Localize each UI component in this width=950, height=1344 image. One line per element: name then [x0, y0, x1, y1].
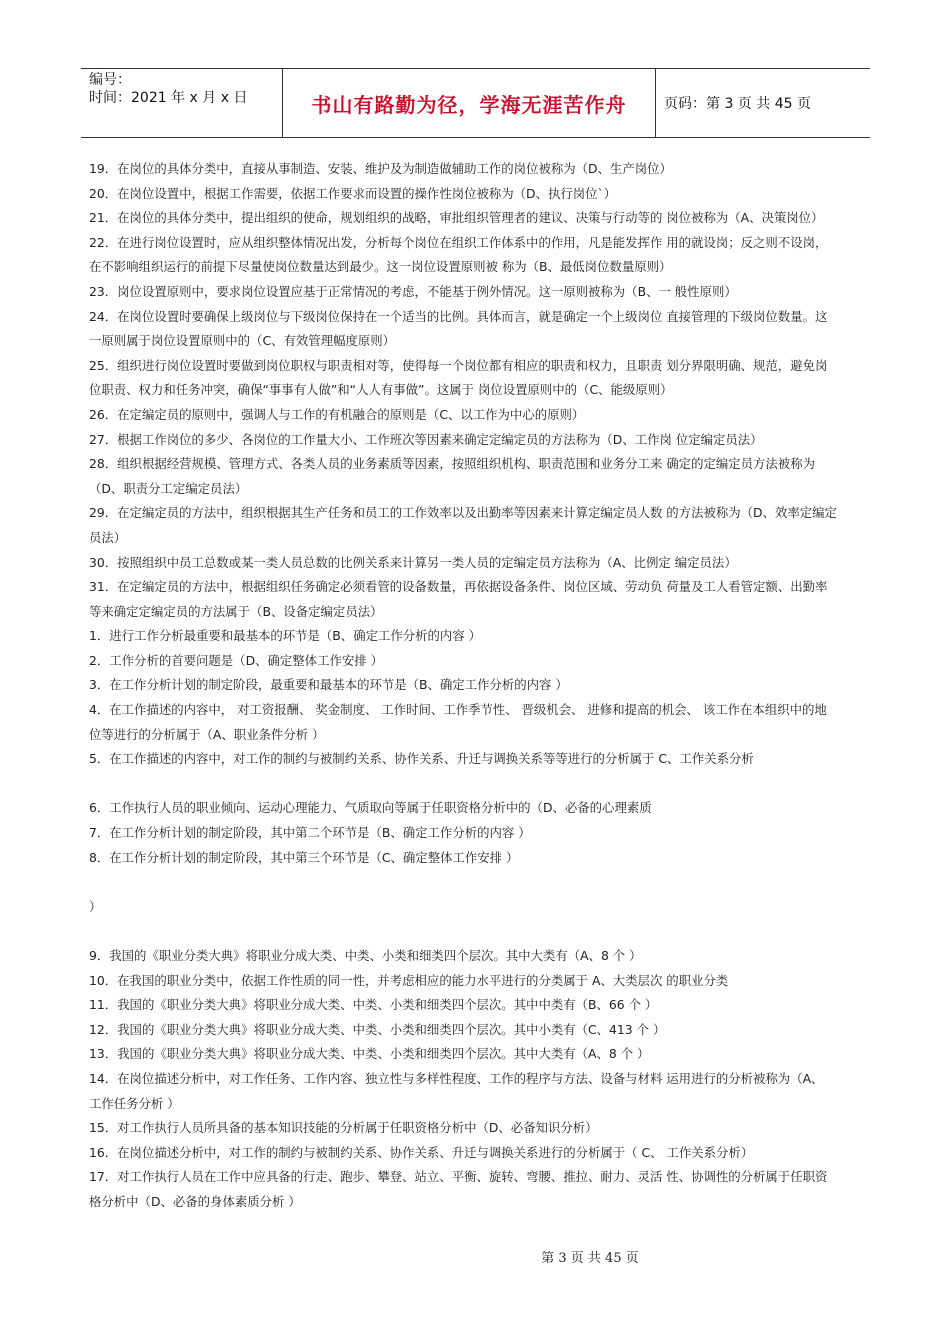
text-line: 工作任务分析 ） [89, 1095, 180, 1111]
text-line: 一原则属于岗位设置原则中的（C、有效管理幅度原则） [89, 333, 396, 349]
blank-line [89, 772, 862, 797]
text-line: 位职责、权力和任务冲突，确保“事事有人做”和“人人有事做”。这属于 岗位设置原则中的（C、能级原则） [89, 382, 673, 398]
header-table [81, 68, 870, 138]
header-motto: 书山有路勤为径，学海无涯苦作舟 [283, 69, 656, 137]
document-body [89, 157, 862, 1215]
number-label: 编号： [89, 72, 131, 88]
text-line: 位等进行的分析属于（A、职业条件分析 ） [89, 726, 325, 742]
text-line: 等来确定定编定员的方法属于（B、设备定编定员法） [89, 603, 383, 619]
text-line: 22．在进行岗位设置时，应从组织整体情况出发，分析每个岗位在组织工作体系中的作用，凡是能发挥作 用的就设岗；反之则不设岗， [89, 234, 828, 250]
text-line: 8．在工作分析计划的制定阶段，其中第三个环节是（C、确定整体工作安排 ） [89, 849, 519, 865]
text-line: 26．在定编定员的原则中，强调人与工作的有机融合的原则是（C、以工作为中心的原则） [89, 406, 585, 422]
text-line: 25．组织进行岗位设置时要做到岗位职权与职责相对等，使得每一个岗位都有相应的职责和权力，且职责 划分界限明确、规范，避免岗 [89, 357, 828, 373]
text-line: 24．在岗位设置时要确保上级岗位与下级岗位保持在一个适当的比例。具体而言，就是确定一个上级岗位 直接管理的下级岗位数量。这 [89, 308, 828, 324]
text-line: 9．我国的《职业分类大典》将职业分成大类、中类、小类和细类四个层次。其中大类有（A、8 个 ） [89, 948, 642, 963]
text-line: 31．在定编定员的方法中，根据组织任务确定必须看管的设备数量，再依据设备条件、岗位区域、劳动负 荷量及工人看管定额、出勤率 [89, 579, 828, 595]
page-footer [0, 1247, 950, 1266]
header-meta [81, 69, 283, 137]
text-line: 2．工作分析的首要问题是（D、确定整体工作安排 ） [89, 652, 383, 668]
text-line: 6．工作执行人员的职业倾向、运动心理能力、气质取向等属于任职资格分析中的（D、必备的心理素质 [89, 800, 652, 816]
header-page-info: 页码：第 3 页 共 45 页 [664, 96, 811, 112]
text-line: 3．在工作分析计划的制定阶段，最重要和最基本的环节是（B、确定工作分析的内容 ） [89, 677, 568, 693]
text-line: （D、职责分工定编定员法） [89, 480, 248, 496]
text-line: 格分析中（D、必备的身体素质分析 ） [89, 1193, 301, 1209]
text-line: 28．组织根据经营规模、管理方式、各类人员的业务素质等因素，按照组织机构、职责范围和业务分工来 确定的定编定员方法被称为 [89, 456, 815, 472]
text-line: 19．在岗位的具体分类中，直接从事制造、安装、维护及为制造做辅助工作的岗位被称为（D、生产岗位） [89, 161, 672, 176]
text-line: 11．我国的《职业分类大典》将职业分成大类、中类、小类和细类四个层次。其中中类有（B、66 个 ） [89, 997, 658, 1013]
text-line: 15．对工作执行人员所具备的基本知识技能的分析属于任职资格分析中（D、必备知识分析） [89, 1120, 598, 1136]
text-line: 16．在岗位描述分析中，对工作的制约与被制约关系、协作关系、升迁与调换关系进行的分析属于（ C、 工作关系分析） [89, 1144, 754, 1160]
time-label: 时间：2021 年 x 月 x 日 [89, 90, 248, 106]
text-line: 12．我国的《职业分类大典》将职业分成大类、中类、小类和细类四个层次。其中小类有（C、413 个 ） [89, 1021, 666, 1037]
text-line: 4．在工作描述的内容中， 对工资报酬、 奖金制度、 工作时间、工作季节性、 晋级机会、 进修和提高的机会、 该工作在本组织中的地 [89, 702, 827, 718]
text-line: ） [89, 898, 102, 914]
text-line: 14．在岗位描述分析中，对工作任务、工作内容、独立性与多样性程度、工作的程序与方法、设备与材料 运用进行的分析被称为（A、 [89, 1070, 824, 1086]
text-line: 23．岗位设置原则中，要求岗位设置应基于正常情况的考虑，不能基于例外情况。这一原则被称为（B、一 般性原则） [89, 283, 737, 299]
text-line: 1．进行工作分析最重要和最基本的环节是（B、确定工作分析的内容 ） [89, 628, 482, 644]
text-line: 30．按照组织中员工总数或某一类人员总数的比例关系来计算另一类人员的定编定员方法称为（A、比例定 编定员法） [89, 554, 737, 570]
text-line: 21．在岗位的具体分类中，提出组织的使命，规划组织的战略，审批组织管理者的建议、决策与行动等的 岗位被称为（A、决策岗位） [89, 210, 824, 226]
footer-page-number: 第 3 页 共 45 页 [541, 1251, 639, 1266]
text-line: 在不影响组织运行的前提下尽量使岗位数量达到最少。这一岗位设置原则被 称为（B、最低岗位数量原则） [89, 259, 672, 275]
text-line: 29．在定编定员的方法中，组织根据其生产任务和员工的工作效率以及出勤率等因素来计算定编定员人数 的方法被称为（D、效率定编定 [89, 505, 837, 521]
text-line: 5．在工作描述的内容中，对工作的制约与被制约关系、协作关系、升迁与调换关系等等进行的分析属于 C、工作关系分析 [89, 751, 754, 767]
text-line: 17．对工作执行人员在工作中应具备的行走、跑步、攀登、站立、平衡、旋转、弯腰、推拉、耐力、灵活 性、协调性的分析属于任职资 [89, 1169, 828, 1185]
blank-line [89, 919, 862, 944]
text-line: 10．在我国的职业分类中，依据工作性质的同一性，并考虑相应的能力水平进行的分类属于 A、大类层次 的职业分类 [89, 972, 729, 988]
text-line: 7．在工作分析计划的制定阶段，其中第二个环节是（B、确定工作分析的内容 ） [89, 825, 531, 841]
text-line: 20．在岗位设置中，根据工作需要，依据工作要求而设置的操作性岗位被称为（D、执行岗位`） [89, 185, 617, 201]
text-line: 员法） [89, 529, 127, 545]
blank-line [89, 870, 862, 895]
text-line: 27．根据工作岗位的多少、各岗位的工作量大小、工作班次等因素来确定定编定员的方法称为（D、工作岗 位定编定员法） [89, 431, 763, 447]
text-line: 13．我国的《职业分类大典》将职业分成大类、中类、小类和细类四个层次。其中大类有（A、8 个 ） [89, 1046, 650, 1062]
